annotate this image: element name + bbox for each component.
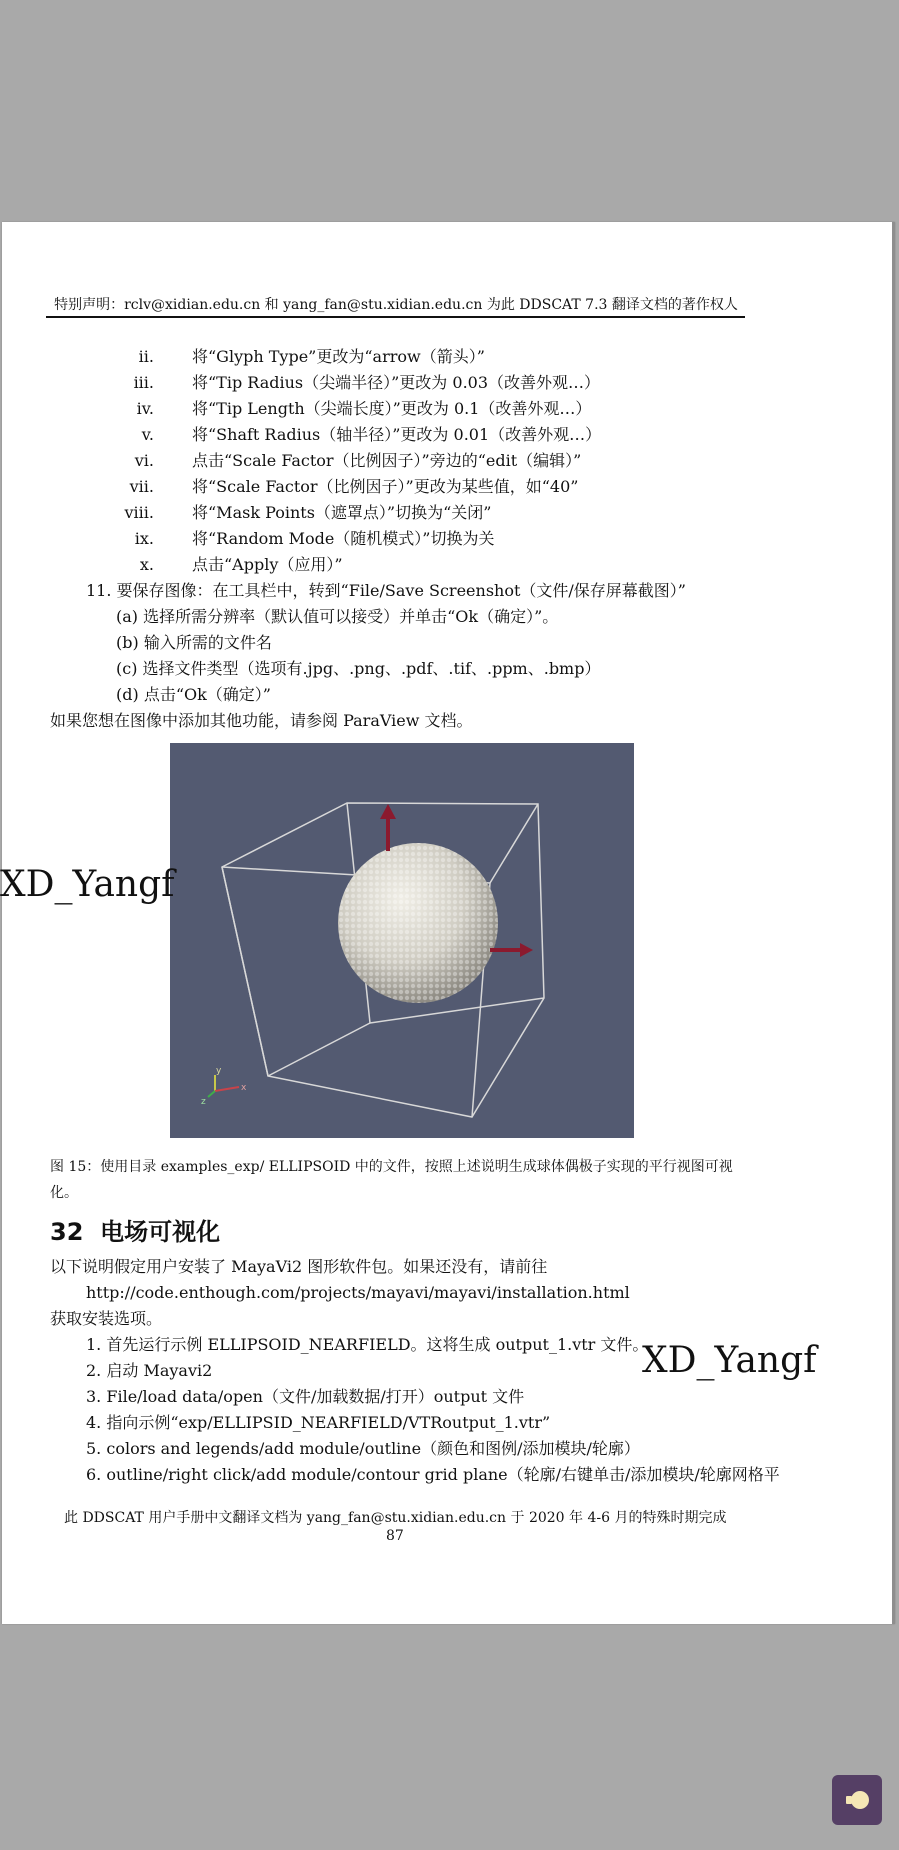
section-title: 电场可视化 <box>100 1218 221 1246</box>
figure-caption: 图 15：使用目录 examples_exp/ ELLIPSOID 中的文件，按照上述说明生成球体偶极子实现的平行视图可视化。 <box>50 1159 733 1201</box>
paraview-note: 如果您想在图像中添加其他功能，请参阅 ParaView 文档。 <box>50 711 473 730</box>
install-text: 获取安装选项。 <box>50 1309 163 1328</box>
roman-num: x. <box>139 555 154 574</box>
sub-item: (c) 选择文件类型（选项有.jpg、.png、.pdf、.tif、.ppm、.bmp） <box>116 659 601 678</box>
watermark-right: XD_Yangf <box>642 1340 817 1381</box>
roman-num: ix. <box>134 529 154 548</box>
mayavi-step: 2. 启动 Mayavi2 <box>86 1361 213 1380</box>
section-heading <box>50 1212 220 1247</box>
step-11: 11. 要保存图像：在工具栏中，转到“File/Save Screenshot（文件/保存屏幕截图）” <box>86 581 686 600</box>
roman-num: ii. <box>138 347 154 366</box>
roman-text: 将“Mask Points（遮罩点）”切换为“关闭” <box>192 503 492 522</box>
roman-num: vii. <box>129 477 154 496</box>
page-number: 87 <box>386 1528 404 1544</box>
roman-num: vi. <box>134 451 154 470</box>
sub-item: (d) 点击“Ok（确定）” <box>116 685 271 704</box>
page-header: 特别声明：rclv@xidian.edu.cn 和 yang_fan@stu.xidian.edu.cn 为此 DDSCAT 7.3 翻译文档的著作权人 <box>54 297 738 313</box>
sphere-figure <box>170 743 634 1138</box>
roman-text: 将“Glyph Type”更改为“arrow（箭头）” <box>192 347 485 366</box>
roman-text: 点击“Apply（应用）” <box>192 555 343 574</box>
roman-text: 将“Random Mode（随机模式）”切换为关 <box>192 529 495 548</box>
dipole-arrow-up <box>380 804 396 851</box>
roman-num: iv. <box>136 399 154 418</box>
mayavi-step: 6. outline/right click/add module/contour grid plane（轮廓/右键单击/添加模块/轮廓网格平 <box>86 1465 780 1484</box>
roman-num: iii. <box>133 373 154 392</box>
mayavi-step: 1. 首先运行示例 ELLIPSOID_NEARFIELD。这将生成 output_1.vtr 文件。 <box>86 1335 649 1354</box>
intro-text: 以下说明假定用户安装了 MayaVi2 图形软件包。如果还没有，请前往 <box>50 1257 548 1276</box>
roman-num: v. <box>141 425 154 444</box>
axis-x-label: x <box>241 1083 247 1093</box>
roman-text: 点击“Scale Factor（比例因子）”旁边的“edit（编辑）” <box>192 451 582 470</box>
roman-text: 将“Scale Factor（比例因子）”更改为某些值，如“40” <box>192 477 579 496</box>
axis-y-label: y <box>216 1066 222 1076</box>
watermark-left: XD_Yangf <box>0 864 175 905</box>
roman-text: 将“Tip Length（尖端长度）”更改为 0.1（改善外观…） <box>192 399 592 418</box>
dipole-arrow-right <box>490 943 533 957</box>
header-rule <box>46 316 745 318</box>
lightbulb-icon <box>832 1775 882 1825</box>
mayavi-step: 5. colors and legends/add module/outline（颜色和图例/添加模块/轮廓） <box>86 1439 640 1458</box>
sub-item: (b) 输入所需的文件名 <box>116 633 272 652</box>
page-footer: 此 DDSCAT 用户手册中文翻译文档为 yang_fan@stu.xidian.edu.cn 于 2020 年 4-6 月的特殊时期完成 <box>64 1510 727 1526</box>
mayavi-step: 4. 指向示例“exp/ELLIPSID_NEARFIELD/VTRoutput_1.vtr” <box>86 1413 551 1432</box>
roman-text: 将“Shaft Radius（轴半径）”更改为 0.01（改善外观…） <box>192 425 602 444</box>
document-page <box>2 222 895 1624</box>
section-number: 32 <box>50 1218 84 1246</box>
roman-num: viii. <box>124 503 154 522</box>
sub-item: (a) 选择所需分辨率（默认值可以接受）并单击“Ok（确定）”。 <box>116 607 559 626</box>
mayavi-step: 3. File/load data/open（文件/加载数据/打开）output 文件 <box>86 1387 525 1406</box>
floating-tool-button[interactable] <box>832 1775 882 1825</box>
axes-triad <box>201 1066 247 1107</box>
sphere-render <box>170 743 634 1138</box>
sphere-texture <box>338 843 498 1003</box>
axis-z-label: z <box>201 1097 206 1107</box>
install-url: http://code.enthough.com/projects/mayavi/mayavi/installation.html <box>86 1283 630 1302</box>
roman-text: 将“Tip Radius（尖端半径）”更改为 0.03（改善外观…） <box>192 373 601 392</box>
